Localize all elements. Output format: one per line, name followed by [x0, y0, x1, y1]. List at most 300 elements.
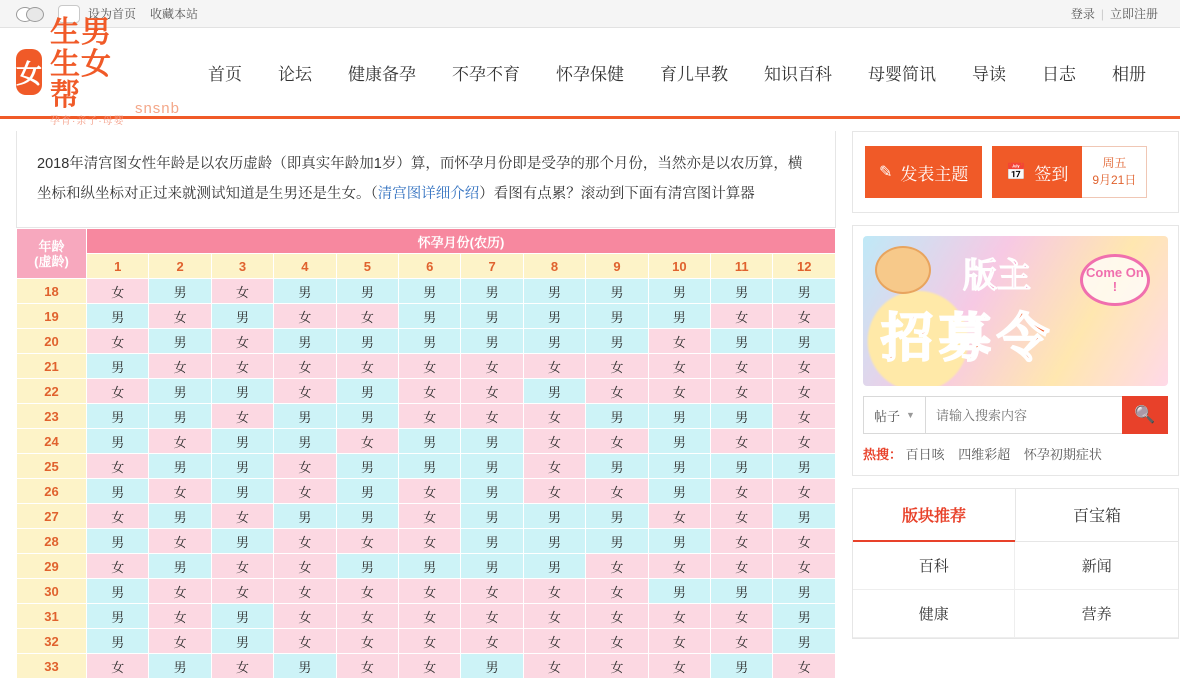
tab-treasure-box[interactable]: 百宝箱 — [1015, 489, 1178, 542]
nav-item-guide[interactable]: 导读 — [972, 64, 1006, 84]
prediction-cell: 女 — [523, 579, 585, 604]
age-cell: 31 — [17, 604, 87, 629]
chevron-down-icon: ▼ — [906, 410, 915, 420]
prediction-cell: 女 — [274, 554, 336, 579]
prediction-cell: 女 — [149, 579, 211, 604]
prediction-cell: 女 — [711, 354, 773, 379]
prediction-cell: 男 — [586, 504, 648, 529]
hot-search-item-2[interactable]: 四维彩超 — [958, 447, 1011, 462]
table-row — [17, 354, 836, 379]
prediction-cell: 男 — [87, 579, 149, 604]
prediction-cell: 男 — [211, 604, 273, 629]
prediction-cell: 男 — [523, 504, 585, 529]
prediction-cell: 男 — [399, 329, 461, 354]
topbar-separator: | — [1100, 6, 1104, 21]
prediction-cell: 女 — [461, 579, 523, 604]
table-body — [17, 279, 836, 679]
prediction-cell: 女 — [648, 654, 710, 679]
prediction-cell: 男 — [711, 279, 773, 304]
prediction-cell: 女 — [336, 529, 398, 554]
prediction-cell: 男 — [586, 329, 648, 354]
age-cell: 29 — [17, 554, 87, 579]
prediction-cell: 男 — [211, 479, 273, 504]
search-scope-label: 帖子 — [874, 408, 901, 424]
prediction-cell: 女 — [648, 629, 710, 654]
promo-card — [852, 225, 1179, 476]
prediction-cell: 男 — [87, 479, 149, 504]
prediction-cell: 女 — [211, 329, 273, 354]
prediction-cell: 男 — [586, 454, 648, 479]
month-header-1: 1 — [87, 254, 149, 279]
prediction-cell: 女 — [87, 379, 149, 404]
prediction-cell: 女 — [773, 654, 836, 679]
prediction-cell: 男 — [211, 529, 273, 554]
prediction-cell: 男 — [773, 579, 836, 604]
prediction-cell: 男 — [711, 329, 773, 354]
prediction-cell: 女 — [399, 479, 461, 504]
month-header-10: 10 — [648, 254, 710, 279]
prediction-cell: 男 — [586, 304, 648, 329]
prediction-cell: 女 — [336, 579, 398, 604]
month-header-12: 12 — [773, 254, 836, 279]
search-bar — [863, 396, 1168, 434]
age-header-line2: (虚龄) — [34, 253, 69, 269]
prediction-cell: 女 — [399, 504, 461, 529]
prediction-cell: 女 — [149, 479, 211, 504]
search-input[interactable] — [925, 396, 1122, 434]
prediction-cell: 女 — [399, 604, 461, 629]
prediction-cell: 女 — [711, 529, 773, 554]
age-cell: 18 — [17, 279, 87, 304]
table-row — [17, 404, 836, 429]
prediction-cell: 女 — [586, 429, 648, 454]
hot-search-label: 热搜： — [863, 447, 903, 462]
table-head — [17, 229, 836, 279]
prediction-cell: 女 — [773, 354, 836, 379]
prediction-cell: 女 — [87, 554, 149, 579]
prediction-cell: 男 — [149, 279, 211, 304]
nav-item-blog[interactable]: 日志 — [1042, 64, 1076, 84]
prediction-cell: 男 — [773, 279, 836, 304]
prediction-cell: 男 — [461, 504, 523, 529]
link-news[interactable]: 新闻 — [1015, 542, 1177, 590]
recommend-link-grid — [853, 542, 1178, 638]
prediction-cell: 男 — [773, 604, 836, 629]
age-cell: 32 — [17, 629, 87, 654]
prediction-cell: 男 — [336, 479, 398, 504]
table-row — [17, 479, 836, 504]
sign-in-label: 签到 — [1034, 164, 1069, 184]
prediction-cell: 女 — [523, 404, 585, 429]
prediction-cell: 男 — [211, 454, 273, 479]
logo-title: 生男生女帮 — [50, 16, 113, 113]
prediction-cell: 女 — [586, 379, 648, 404]
prediction-cell: 女 — [711, 379, 773, 404]
table-row — [17, 454, 836, 479]
month-header-11: 11 — [711, 254, 773, 279]
page-body — [0, 119, 1180, 679]
month-header-cell: 怀孕月份(农历) — [87, 229, 836, 254]
prediction-cell: 女 — [399, 379, 461, 404]
prediction-cell: 女 — [274, 454, 336, 479]
prediction-cell: 男 — [211, 629, 273, 654]
age-cell: 24 — [17, 429, 87, 454]
prediction-cell: 男 — [586, 279, 648, 304]
prediction-cell: 女 — [773, 404, 836, 429]
prediction-cell: 男 — [711, 454, 773, 479]
prediction-cell: 女 — [149, 604, 211, 629]
prediction-cell: 男 — [461, 429, 523, 454]
prediction-cell: 女 — [149, 429, 211, 454]
prediction-cell: 男 — [773, 629, 836, 654]
prediction-cell: 男 — [149, 654, 211, 679]
nav-item-forum[interactable]: 论坛 — [278, 64, 312, 84]
prediction-cell: 男 — [586, 529, 648, 554]
prediction-cell: 女 — [773, 429, 836, 454]
search-button[interactable] — [1122, 396, 1168, 434]
prediction-cell: 男 — [274, 329, 336, 354]
prediction-cell: 男 — [336, 329, 398, 354]
prediction-cell: 女 — [586, 354, 648, 379]
month-header-6: 6 — [399, 254, 461, 279]
prediction-cell: 女 — [523, 654, 585, 679]
recommend-card — [852, 488, 1179, 639]
banner-line1: 版主 — [963, 257, 1031, 295]
prediction-cell: 女 — [336, 304, 398, 329]
age-cell: 30 — [17, 579, 87, 604]
month-header-7: 7 — [461, 254, 523, 279]
prediction-cell: 女 — [773, 554, 836, 579]
prediction-cell: 女 — [648, 504, 710, 529]
login-link[interactable]: 登录 — [1070, 7, 1095, 21]
prediction-cell: 女 — [87, 454, 149, 479]
table-row — [17, 304, 836, 329]
table-row — [17, 504, 836, 529]
prediction-cell: 男 — [523, 304, 585, 329]
prediction-cell: 女 — [523, 479, 585, 504]
month-header-9: 9 — [586, 254, 648, 279]
prediction-cell: 女 — [274, 529, 336, 554]
prediction-cell: 女 — [274, 354, 336, 379]
prediction-cell: 女 — [648, 329, 710, 354]
prediction-cell: 女 — [461, 379, 523, 404]
banner-badge: Come On ! — [1080, 254, 1150, 306]
prediction-cell: 男 — [711, 654, 773, 679]
prediction-cell: 男 — [461, 329, 523, 354]
prediction-cell: 女 — [586, 654, 648, 679]
month-header-5: 5 — [336, 254, 398, 279]
nav-item-prep[interactable]: 健康备孕 — [348, 64, 416, 84]
current-date-box — [1082, 146, 1147, 198]
prediction-cell: 女 — [523, 604, 585, 629]
prediction-cell: 女 — [274, 304, 336, 329]
prediction-cell: 女 — [399, 529, 461, 554]
age-cell: 21 — [17, 354, 87, 379]
prediction-cell: 女 — [274, 579, 336, 604]
search-scope-select[interactable] — [863, 396, 925, 434]
age-cell: 23 — [17, 404, 87, 429]
hot-search-item-1[interactable]: 百日咳 — [905, 447, 945, 462]
prediction-cell: 男 — [274, 504, 336, 529]
prediction-cell: 男 — [461, 654, 523, 679]
prediction-cell: 女 — [586, 629, 648, 654]
prediction-cell: 女 — [648, 604, 710, 629]
bear-mascot-icon — [875, 246, 931, 294]
recommend-tabs — [853, 489, 1178, 542]
prediction-cell: 男 — [149, 404, 211, 429]
prediction-cell: 女 — [711, 304, 773, 329]
prediction-cell: 女 — [211, 579, 273, 604]
prediction-cell: 女 — [87, 279, 149, 304]
prediction-cell: 男 — [523, 529, 585, 554]
prediction-cell: 女 — [211, 354, 273, 379]
prediction-cell: 男 — [336, 454, 398, 479]
prediction-cell: 女 — [461, 404, 523, 429]
prediction-cell: 男 — [461, 554, 523, 579]
table-row — [17, 629, 836, 654]
prediction-cell: 女 — [336, 354, 398, 379]
age-cell: 25 — [17, 454, 87, 479]
table-row — [17, 554, 836, 579]
action-buttons — [853, 132, 1178, 212]
prediction-cell: 女 — [87, 329, 149, 354]
prediction-cell: 男 — [149, 329, 211, 354]
month-header-8: 8 — [523, 254, 585, 279]
table-row — [17, 329, 836, 354]
nav-item-news[interactable]: 母婴简讯 — [868, 64, 936, 84]
prediction-cell: 女 — [461, 604, 523, 629]
prediction-cell: 女 — [149, 304, 211, 329]
prediction-cell: 女 — [773, 479, 836, 504]
prediction-cell: 男 — [274, 429, 336, 454]
actions-card — [852, 131, 1179, 213]
prediction-cell: 女 — [711, 629, 773, 654]
prediction-cell: 男 — [648, 279, 710, 304]
prediction-cell: 女 — [773, 379, 836, 404]
prediction-cell: 女 — [399, 654, 461, 679]
prediction-cell: 男 — [336, 404, 398, 429]
prediction-cell: 男 — [87, 404, 149, 429]
gender-prediction-table — [16, 228, 836, 679]
prediction-cell: 男 — [711, 404, 773, 429]
prediction-cell: 男 — [399, 279, 461, 304]
notice-box — [16, 131, 836, 228]
prediction-cell: 女 — [149, 354, 211, 379]
logo-subtitle: 孕育·亲子·母婴 — [50, 115, 125, 127]
prediction-cell: 女 — [149, 529, 211, 554]
prediction-cell: 女 — [773, 529, 836, 554]
prediction-cell: 女 — [87, 654, 149, 679]
prediction-cell: 男 — [523, 554, 585, 579]
table-header-row-1 — [17, 229, 836, 254]
prediction-cell: 男 — [274, 654, 336, 679]
age-header-cell — [17, 229, 87, 279]
prediction-cell: 女 — [711, 504, 773, 529]
month-header-4: 4 — [274, 254, 336, 279]
prediction-cell: 女 — [336, 654, 398, 679]
prediction-cell: 男 — [773, 454, 836, 479]
prediction-cell: 女 — [461, 629, 523, 654]
prediction-cell: 男 — [773, 329, 836, 354]
prediction-cell: 男 — [648, 454, 710, 479]
nav-item-infertility[interactable]: 不孕不育 — [452, 64, 520, 84]
table-row — [17, 654, 836, 679]
post-topic-label: 发表主题 — [900, 164, 969, 184]
prediction-cell: 女 — [586, 604, 648, 629]
topbar-right — [1065, 5, 1164, 22]
link-encyclopedia[interactable]: 百科 — [853, 542, 1015, 590]
nav-item-encyclopedia[interactable]: 知识百科 — [764, 64, 832, 84]
age-cell: 27 — [17, 504, 87, 529]
prediction-cell: 男 — [586, 404, 648, 429]
prediction-cell: 女 — [711, 604, 773, 629]
prediction-cell: 女 — [711, 429, 773, 454]
prediction-cell: 女 — [274, 379, 336, 404]
prediction-cell: 女 — [399, 404, 461, 429]
site-logo[interactable] — [16, 17, 180, 127]
nav-item-album[interactable]: 相册 — [1112, 64, 1146, 84]
prediction-cell: 女 — [399, 579, 461, 604]
prediction-cell: 女 — [336, 629, 398, 654]
link-health[interactable]: 健康 — [853, 590, 1015, 638]
calendar-icon: 📅 — [1006, 164, 1027, 181]
prediction-cell: 男 — [87, 429, 149, 454]
prediction-cell: 女 — [711, 479, 773, 504]
month-header-3: 3 — [211, 254, 273, 279]
prediction-cell: 男 — [211, 429, 273, 454]
nav-item-home[interactable]: 首页 — [208, 64, 242, 84]
table-header-row-2 — [17, 254, 836, 279]
prediction-cell: 男 — [274, 404, 336, 429]
hot-search-row — [863, 444, 1168, 463]
banner-line2: 招募令 — [881, 310, 1056, 368]
nav-item-pregnancy-care[interactable]: 怀孕保健 — [556, 64, 624, 84]
prediction-cell: 女 — [211, 279, 273, 304]
prediction-cell: 男 — [87, 604, 149, 629]
prediction-cell: 女 — [523, 354, 585, 379]
prediction-cell: 男 — [648, 404, 710, 429]
prediction-cell: 男 — [461, 454, 523, 479]
age-cell: 22 — [17, 379, 87, 404]
prediction-cell: 男 — [461, 304, 523, 329]
prediction-cell: 男 — [648, 304, 710, 329]
prediction-cell: 女 — [399, 354, 461, 379]
nav-item-parenting[interactable]: 育儿早教 — [660, 64, 728, 84]
prediction-cell: 女 — [274, 479, 336, 504]
notice-text-part2: ）看图有点累？滚动到下面有清宫图计算器 — [479, 186, 755, 202]
prediction-cell: 男 — [149, 554, 211, 579]
prediction-cell: 女 — [648, 354, 710, 379]
link-nutrition[interactable]: 营养 — [1015, 590, 1177, 638]
prediction-cell: 男 — [461, 529, 523, 554]
prediction-cell: 男 — [461, 479, 523, 504]
prediction-cell: 女 — [523, 454, 585, 479]
prediction-cell: 男 — [87, 629, 149, 654]
prediction-cell: 男 — [399, 429, 461, 454]
date-day: 9月21日 — [1092, 173, 1137, 187]
table-row — [17, 279, 836, 304]
set-home-link[interactable]: 设为首页 — [88, 7, 137, 21]
prediction-cell: 男 — [648, 479, 710, 504]
prediction-cell: 男 — [149, 454, 211, 479]
prediction-cell: 男 — [648, 579, 710, 604]
main-column — [16, 131, 836, 679]
age-cell: 26 — [17, 479, 87, 504]
logo-en: snsnb — [134, 99, 180, 117]
bookmark-link[interactable]: 收藏本站 — [150, 7, 199, 21]
prediction-cell: 男 — [336, 279, 398, 304]
prediction-cell: 男 — [523, 329, 585, 354]
age-cell: 28 — [17, 529, 87, 554]
hot-search-item-3[interactable]: 怀孕初期症状 — [1023, 447, 1102, 462]
prediction-cell: 女 — [211, 404, 273, 429]
prediction-cell: 女 — [461, 354, 523, 379]
prediction-cell: 男 — [399, 304, 461, 329]
table-row — [17, 379, 836, 404]
prediction-cell: 女 — [523, 629, 585, 654]
age-header-line1: 年龄 — [38, 238, 65, 254]
logo-mark-icon: 女 — [16, 49, 42, 95]
date-weekday: 周五 — [1102, 156, 1127, 170]
prediction-cell: 男 — [274, 279, 336, 304]
prediction-cell: 男 — [149, 379, 211, 404]
prediction-cell: 女 — [586, 554, 648, 579]
age-cell: 19 — [17, 304, 87, 329]
age-cell: 33 — [17, 654, 87, 679]
prediction-cell: 男 — [336, 554, 398, 579]
prediction-cell: 女 — [711, 554, 773, 579]
sign-in-group — [992, 146, 1147, 198]
table-row — [17, 529, 836, 554]
sign-in-button[interactable] — [992, 146, 1082, 198]
tab-board-recommend[interactable]: 版块推荐 — [853, 489, 1015, 542]
prediction-cell: 女 — [586, 579, 648, 604]
prediction-cell: 男 — [461, 279, 523, 304]
prediction-cell: 女 — [336, 604, 398, 629]
prediction-cell: 女 — [274, 629, 336, 654]
moderator-recruitment-banner[interactable] — [863, 236, 1168, 386]
table-row — [17, 429, 836, 454]
month-header-2: 2 — [149, 254, 211, 279]
register-link[interactable]: 立即注册 — [1109, 7, 1158, 21]
prediction-cell: 女 — [523, 429, 585, 454]
chart-detail-link[interactable]: 清宫图详细介绍 — [377, 186, 480, 202]
prediction-cell: 男 — [336, 379, 398, 404]
prediction-cell: 男 — [211, 304, 273, 329]
prediction-cell: 男 — [87, 529, 149, 554]
prediction-cell: 女 — [211, 654, 273, 679]
prediction-cell: 男 — [211, 379, 273, 404]
prediction-cell: 男 — [523, 379, 585, 404]
prediction-cell: 女 — [586, 479, 648, 504]
prediction-cell: 男 — [648, 429, 710, 454]
age-cell: 20 — [17, 329, 87, 354]
post-topic-button[interactable] — [865, 146, 982, 198]
search-icon: 🔍 — [1134, 405, 1156, 424]
prediction-cell: 女 — [274, 604, 336, 629]
table-row — [17, 579, 836, 604]
prediction-cell: 女 — [648, 379, 710, 404]
prediction-cell: 女 — [87, 504, 149, 529]
prediction-cell: 男 — [399, 454, 461, 479]
prediction-cell: 女 — [211, 554, 273, 579]
prediction-cell: 男 — [711, 579, 773, 604]
prediction-cell: 男 — [523, 279, 585, 304]
main-nav — [180, 60, 1164, 85]
prediction-cell: 女 — [648, 554, 710, 579]
prediction-cell: 男 — [336, 504, 398, 529]
table-row — [17, 604, 836, 629]
